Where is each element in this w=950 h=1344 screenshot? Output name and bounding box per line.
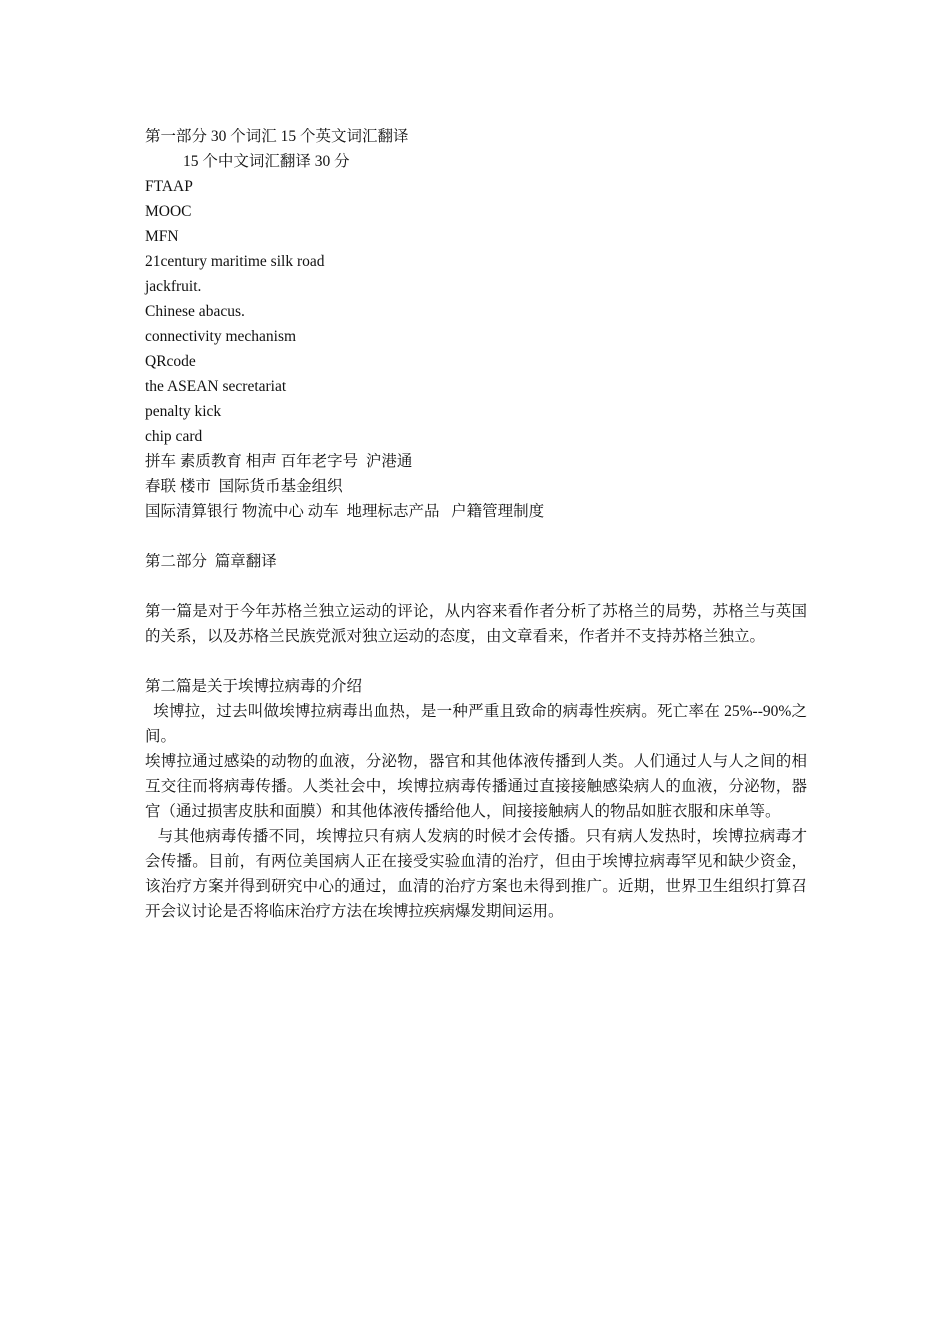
spacer	[145, 524, 807, 549]
english-term: connectivity mechanism	[145, 328, 297, 345]
chinese-term-line: 国际清算银行 物流中心 动车 地理标志产品 户籍管理制度	[145, 503, 545, 520]
passage2-paragraph: 埃博拉，过去叫做埃博拉病毒出血热，是一种严重且致命的病毒性疾病。死亡率在 25%--90%之间。	[145, 703, 808, 745]
passage2-paragraph: 与其他病毒传播不同，埃博拉只有病人发病的时候才会传播。只有病人发热时，埃博拉病毒才会传播。目前，有两位美国病人正在接受实验血清的治疗，但由于埃博拉病毒罕见和缺少资金，该治疗方案并得到研究中心的通过，血清的治疗方案也未得到推广。近期，世界卫生组织打算召开会议讨论是否将临床治疗方法在埃博拉疾病爆发期间运用。	[145, 828, 807, 920]
passage2-title: 第二篇是关于埃博拉病毒的介绍	[145, 678, 363, 695]
document-page	[145, 124, 807, 924]
part2-heading: 第二部分 篇章翻译	[145, 553, 277, 570]
spacer	[145, 649, 807, 674]
passage2-paragraph: 埃博拉通过感染的动物的血液，分泌物，器官和其他体液传播到人类。人们通过人与人之间的相互交往而将病毒传播。人类社会中，埃博拉病毒传播通过直接接触感染病人的血液，分泌物，器官（通过损害皮肤和面膜）和其他体液传播给他人，间接接触病人的物品如脏衣服和床单等。	[145, 753, 807, 820]
english-term: 21century maritime silk road	[145, 253, 325, 270]
english-term: FTAAP	[145, 178, 193, 195]
english-term: MOOC	[145, 203, 192, 220]
english-term: chip card	[145, 428, 203, 445]
english-term: jackfruit.	[145, 278, 202, 295]
part1-subheading: 15 个中文词汇翻译 30 分	[183, 153, 350, 170]
english-term: penalty kick	[145, 403, 222, 420]
english-term: the ASEAN secretariat	[145, 378, 287, 395]
chinese-term-line: 春联 楼市 国际货币基金组织	[145, 478, 343, 495]
chinese-term-list	[145, 449, 807, 524]
english-term: MFN	[145, 228, 179, 245]
english-term: QRcode	[145, 353, 196, 370]
chinese-term-line: 拼车 素质教育 相声 百年老字号 沪港通	[145, 453, 413, 470]
english-term-list	[145, 174, 807, 449]
part1-heading: 第一部分 30 个词汇 15 个英文词汇翻译	[145, 128, 409, 145]
spacer	[145, 574, 807, 599]
english-term: Chinese abacus.	[145, 303, 245, 320]
passage1-summary: 第一篇是对于今年苏格兰独立运动的评论，从内容来看作者分析了苏格兰的局势，苏格兰与英国的关系，以及苏格兰民族党派对独立运动的态度，由文章看来，作者并不支持苏格兰独立。	[145, 603, 807, 645]
